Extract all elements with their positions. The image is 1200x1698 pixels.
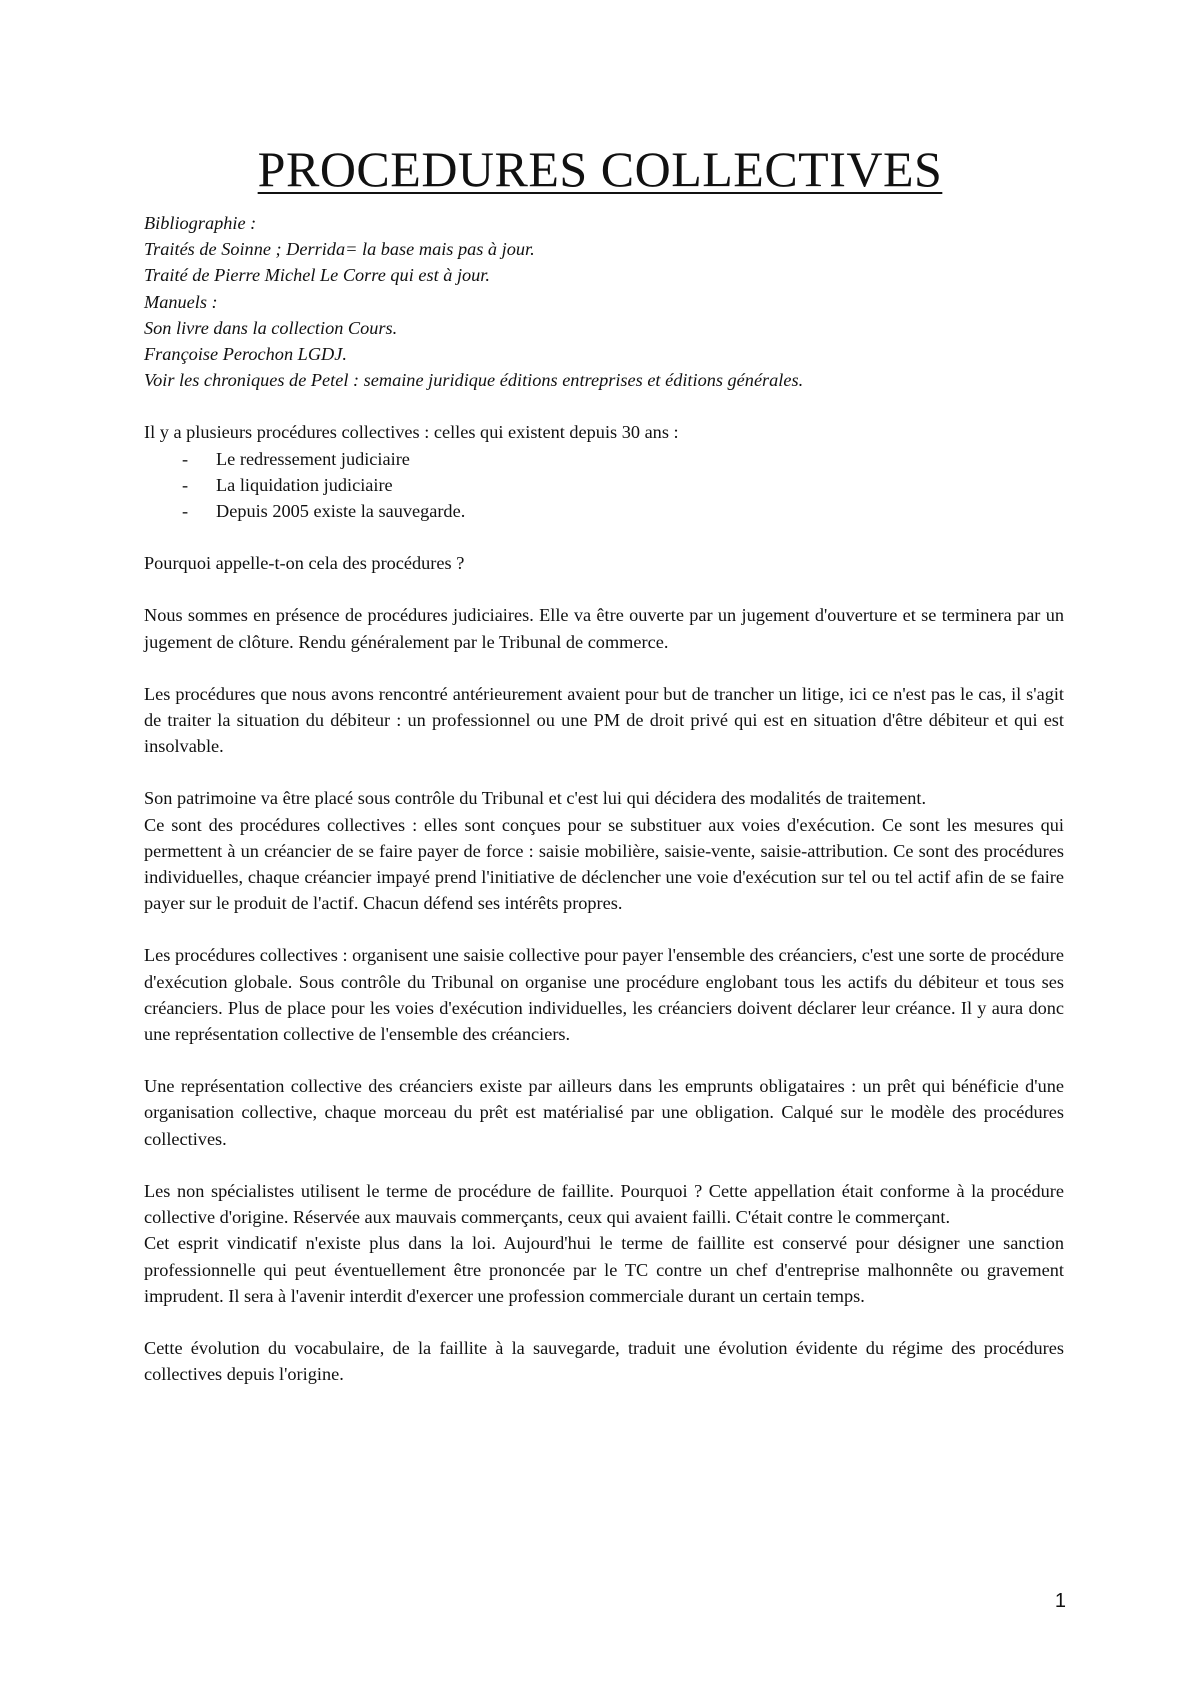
paragraph-3 (144, 785, 1064, 916)
list-item: - Depuis 2005 existe la sauvegarde. (144, 498, 1064, 524)
intro-block (144, 419, 1064, 524)
bibliography-line: Bibliographie : (144, 213, 257, 233)
paragraph-1: Nous sommes en présence de procédures judiciaires. Elle va être ouverte par un jugement d'ouverture et se terminera par un jugement de clôture. Rendu généralement par le Tribunal de commerce. (144, 605, 1064, 652)
paragraph-5: Une représentation collective des créanciers existe par ailleurs dans les emprunts obligataires : un prêt qui bénéficie d'une organisation collective, chaque morceau du prêt est matérialisé par une obligation. Calqué sur le modèle des procédures collectives. (144, 1076, 1064, 1149)
bibliography-line: Traité de Pierre Michel Le Corre qui est à jour. (144, 265, 490, 286)
paragraph-3a: Son patrimoine va être placé sous contrôle du Tribunal et c'est lui qui décidera des modalités de traitement. (144, 788, 927, 809)
paragraph-7: Cette évolution du vocabulaire, de la faillite à la sauvegarde, traduit une évolution évidente du régime des procédures collectives depuis l'origine. (144, 1337, 1064, 1385)
bibliography-block (144, 210, 1064, 393)
paragraph-4: Les procédures collectives : organisent une saisie collective pour payer l'ensemble des créanciers, c'est une sorte de procédure d'exécution globale. Sous contrôle du Tribunal on organise une procédure englobant tous les actifs du débiteur et tous ses créanciers. Plus de place pour les voies d'exécution individuelles, les créanciers doivent déclarer leur créance. Il y aura donc une représentation collective de l'ensemble des créanciers. (144, 945, 1064, 1045)
list-item: - La liquidation judiciaire (144, 472, 1064, 498)
intro-text: Il y a plusieurs procédures collectives : celles qui existent depuis 30 ans : (144, 422, 679, 443)
paragraph-6b: Cet esprit vindicatif n'existe plus dans la loi. Aujourd'hui le terme de faillite est conservé pour désigner une sanction professionnelle qui peut éventuellement être prononcée par le TC contre un chef d'entreprise malhonnête ou gravement imprudent. Il sera à l'avenir interdit d'exercer une profession commerciale durant un certain temps. (144, 1233, 1064, 1306)
page-number: 1 (1054, 1590, 1066, 1612)
bibliography-line: Voir les chroniques de Petel : semaine juridique éditions entreprises et éditions générales. (144, 370, 804, 391)
document-body (144, 210, 1064, 1387)
paragraph-3b: Ce sont des procédures collectives : elles sont conçues pour se substituer aux voies d'exécution. Ce sont les mesures qui permettent à un créancier de se faire payer de force : saisie mobilière, saisie-vente, saisie-attribution. Ce sont des procédures individuelles, chaque créancier impayé prend l'initiative de déclencher une voie d'exécution sur tel ou tel actif afin de se faire payer sur le produit de l'actif. Chacun défend ses intérêts propres. (144, 814, 1064, 914)
question-paragraph: Pourquoi appelle-t-on cela des procédures ? (144, 553, 465, 574)
procedures-list (144, 446, 1064, 525)
list-item: - Le redressement judiciaire (144, 446, 1064, 472)
bibliography-line: Françoise Perochon LGDJ. (144, 344, 347, 365)
paragraph-6 (144, 1178, 1064, 1309)
bibliography-line: Son livre dans la collection Cours. (144, 317, 398, 338)
paragraph-6a: Les non spécialistes utilisent le terme de procédure de faillite. Pourquoi ? Cette appellation était conforme à la procédure collective d'origine. Réservée aux mauvais commerçants, ceux qui avaient failli. C'était contre le commerçant. (144, 1180, 1064, 1228)
bibliography-line: Manuels : (144, 291, 218, 312)
page-title: PROCEDURES COLLECTIVES (257, 141, 943, 197)
paragraph-2: Les procédures que nous avons rencontré antérieurement avaient pour but de trancher un litige, ici ce n'est pas le cas, il s'agit de traiter la situation du débiteur : un professionnel ou une PM de droit privé qui est en situation d'être débiteur et qui est insolvable. (144, 683, 1064, 757)
bibliography-line: Traités de Soinne ; Derrida= la base mais pas à jour. (144, 239, 535, 260)
